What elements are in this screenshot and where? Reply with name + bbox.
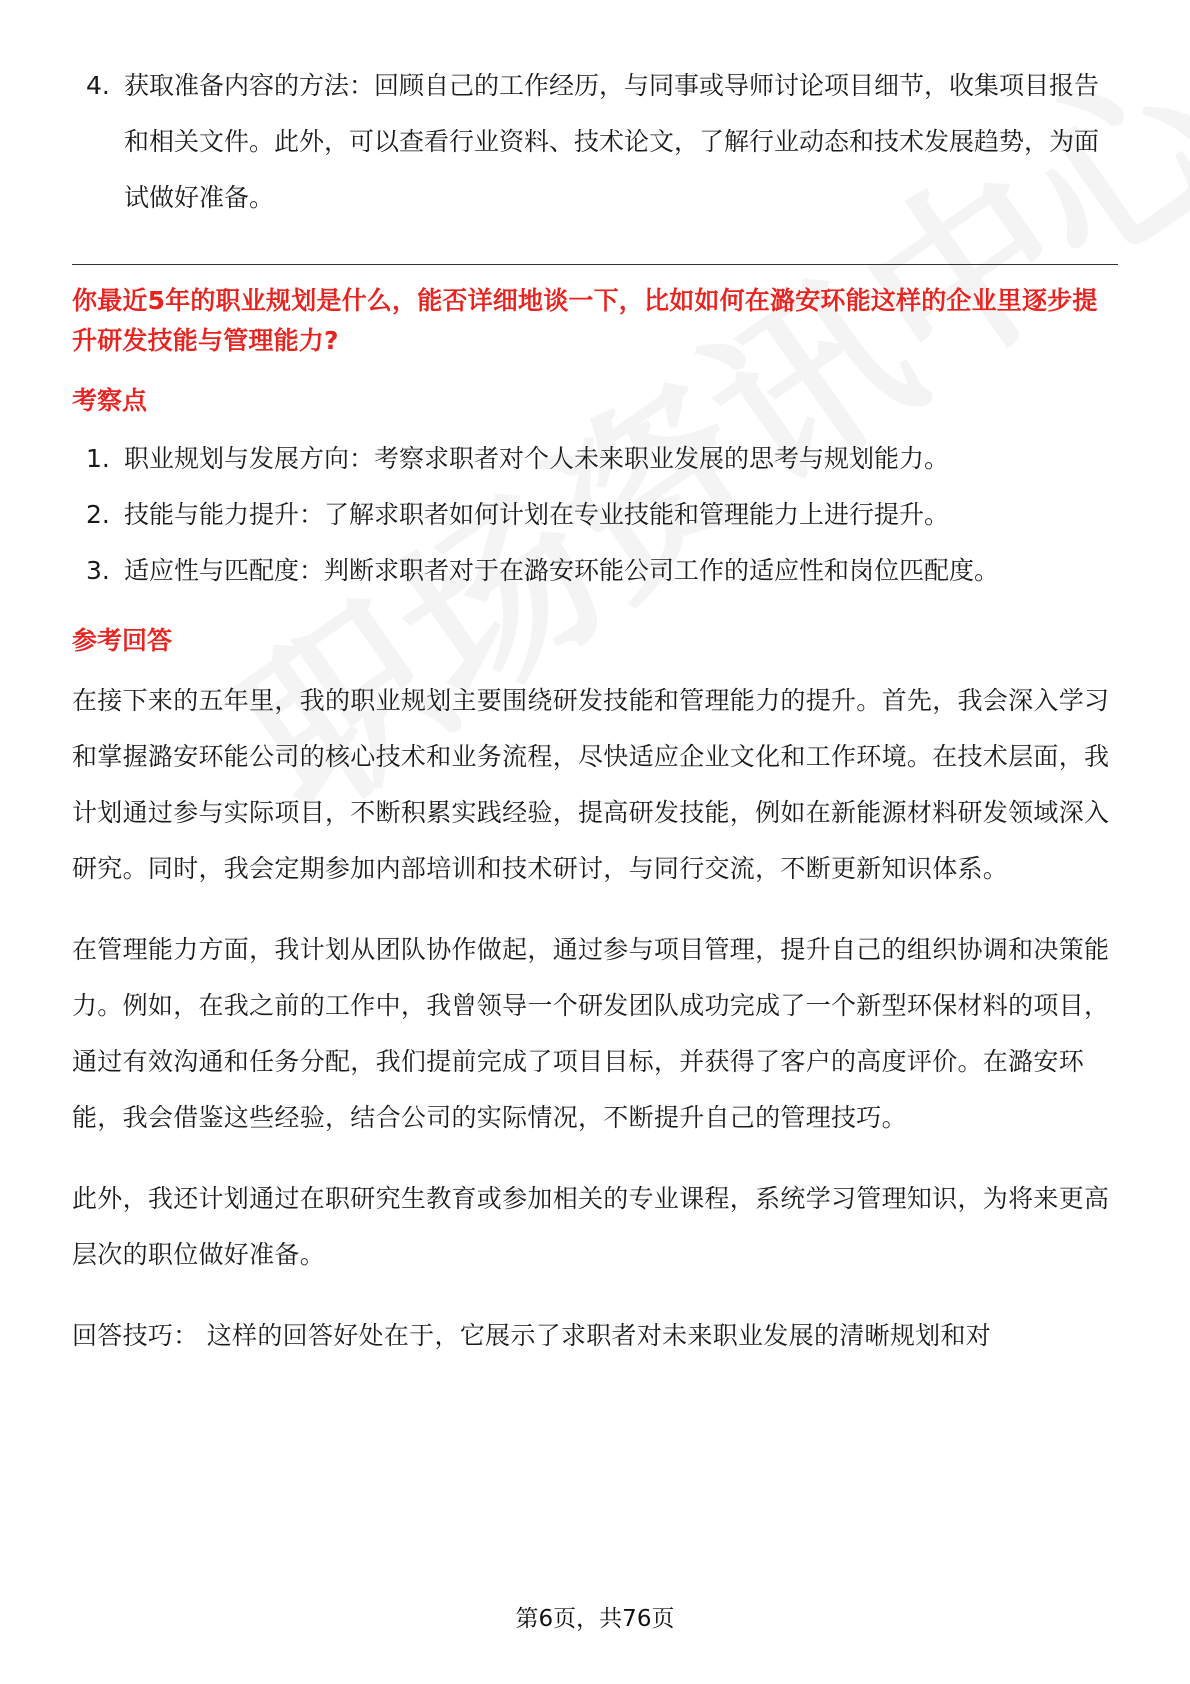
list-item-text: 职业规划与发展方向：考察求职者对个人未来职业发展的思考与规划能力。 — [124, 444, 950, 473]
list-item-text: 适应性与匹配度：判断求职者对于在潞安环能公司工作的适应性和岗位匹配度。 — [124, 556, 1000, 585]
list-item — [72, 58, 1118, 226]
answer-paragraph-2: 在管理能力方面，我计划从团队协作做起，通过参与项目管理，提升自己的组织协调和决策能力。例如，在我之前的工作中，我曾领导一个研发团队成功完成了一个新型环保材料的项目，通过有效沟通和任务分配，我们提前完成了项目目标，并获得了客户的高度评价。在潞安环能，我会借鉴这些经验，结合公司的实际情况，不断提升自己的管理技巧。 — [72, 935, 1110, 1132]
list-item — [72, 487, 1118, 543]
list-number: 3. — [86, 556, 110, 585]
previous-list — [72, 58, 1118, 226]
list-item — [72, 543, 1118, 599]
answer-paragraph-1: 在接下来的五年里，我的职业规划主要围绕研发技能和管理能力的提升。首先，我会深入学习和掌握潞安环能公司的核心技术和业务流程，尽快适应企业文化和工作环境。在技术层面，我计划通过参与实际项目，不断积累实践经验，提高研发技能，例如在新能源材料研发领域深入研究。同时，我会定期参加内部培训和技术研讨，与同行交流，不断更新知识体系。 — [72, 686, 1110, 883]
list-item-text: 技能与能力提升：了解求职者如何计划在专业技能和管理能力上进行提升。 — [124, 500, 950, 529]
answer-heading: 参考回答 — [72, 626, 173, 655]
list-item — [72, 431, 1118, 487]
question-title: 你最近5年的职业规划是什么，能否详细地谈一下，比如如何在潞安环能这样的企业里逐步提升研发技能与管理能力? — [72, 286, 1098, 355]
list-number: 1. — [86, 444, 110, 473]
page-number: 第6页，共76页 — [515, 1606, 675, 1632]
answer-paragraph-3: 此外，我还计划通过在职研究生教育或参加相关的专业课程，系统学习管理知识，为将来更高层次的职位做好准备。 — [72, 1184, 1110, 1269]
exam-points-list — [72, 431, 1118, 599]
content-area — [72, 58, 1118, 1364]
exam-points-heading: 考察点 — [72, 386, 148, 415]
list-item-text: 获取准备内容的方法：回顾自己的工作经历，与同事或导师讨论项目细节，收集项目报告和相关文件。此外，可以查看行业资料、技术论文，了解行业动态和技术发展趋势，为面试做好准备。 — [124, 71, 1100, 212]
section-divider — [72, 264, 1118, 265]
list-number: 4. — [86, 71, 110, 100]
answer-tips: 回答技巧： 这样的回答好处在于，它展示了求职者对未来职业发展的清晰规划和对 — [72, 1321, 992, 1350]
list-number: 2. — [86, 500, 110, 529]
